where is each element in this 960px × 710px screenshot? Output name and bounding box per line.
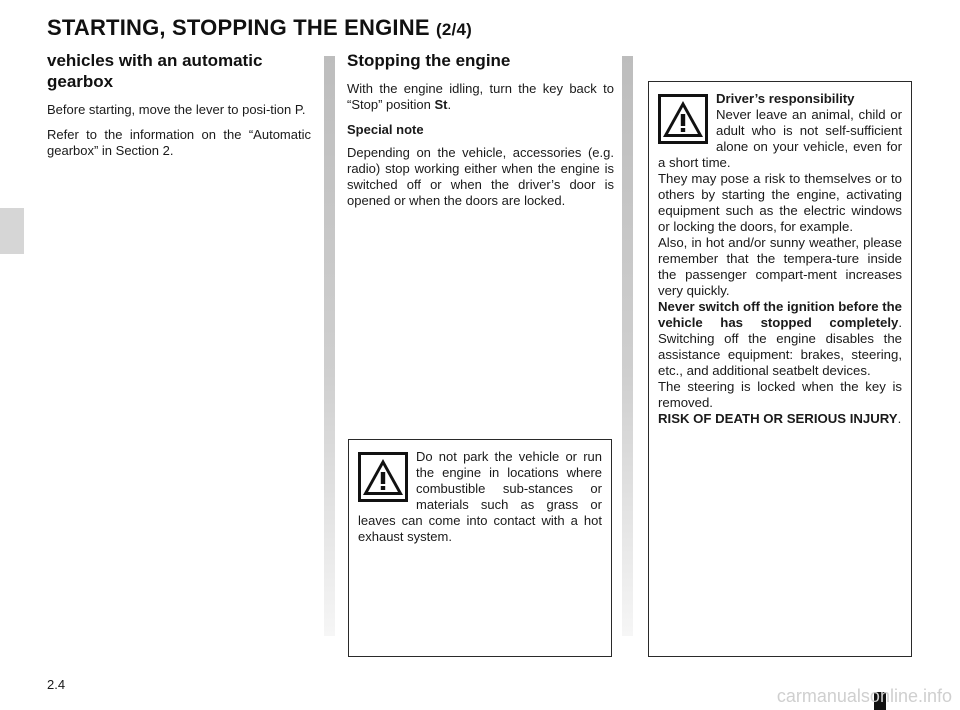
note-title: Special note (347, 122, 424, 137)
page-number: 2.4 (47, 677, 66, 692)
paragraph (347, 81, 614, 113)
page-title-part: (2/4) (436, 20, 472, 39)
warning-triangle-icon (658, 94, 708, 144)
warning-emphasis: RISK OF DEATH OR SERIOUS INJURY (658, 411, 898, 426)
page-title-text: STARTING, STOPPING THE ENGINE (47, 15, 430, 40)
warning-title-text: Driver’s responsibility (716, 91, 855, 106)
warning-text: They may pose a risk to themselves or to others by starting the engine, activating equipment such as the electric windows or locking the doors, for example. (658, 171, 902, 234)
paragraph: Before starting, move the lever to posi-tion P. (47, 102, 306, 117)
warning-box-park (348, 439, 612, 657)
warning-text-rest: . Switching off the engine disables the assistance equipment: brakes, steering, etc., and additional seatbelt devices. (658, 315, 902, 378)
warning-text (658, 299, 902, 379)
section-heading: vehicles with an automatic gearbox (47, 51, 263, 91)
column-divider (622, 56, 633, 636)
warning-box-driver (648, 81, 912, 657)
warning-text: Also, in hot and/or sunny weather, please remember that the tempera-ture inside the passenger compart-ment increases very quickly. (658, 235, 902, 298)
section-heading: Stopping the engine (347, 51, 511, 70)
warning-text-rest: . (897, 411, 902, 426)
warning-text: Do not park the vehicle or run the engine in locations where combustible sub-stances or materials such as grass or leaves can come into contact with a hot exhaust system. (358, 449, 602, 544)
middle-column (347, 50, 614, 218)
left-column (47, 50, 311, 168)
page-title (47, 15, 472, 41)
paragraph-text: . (447, 97, 452, 112)
watermark: carmanualsonline.info (776, 686, 952, 706)
position-label: St (434, 97, 448, 112)
section-tab (0, 208, 24, 254)
warning-emphasis: Never switch off the ignition before the vehicle has stopped completely (658, 299, 902, 330)
paragraph-text: With the engine idling, turn the key back to “Stop” position (347, 81, 614, 112)
paragraph: Depending on the vehicle, accessories (e.g. radio) stop working either when the engine is switched off or when the driver’s door is opened or when the doors are locked. (347, 145, 614, 208)
warning-text: Never leave an animal, child or adult who is not self-sufficient alone on your vehicle, even for a short time. (658, 107, 902, 170)
warning-triangle-icon (358, 452, 408, 502)
warning-text: The steering is locked when the key is removed. (658, 379, 902, 410)
column-divider (324, 56, 335, 636)
paragraph: Refer to the information on the “Automatic gearbox” in Section 2. (47, 127, 311, 158)
warning-text (658, 411, 902, 427)
